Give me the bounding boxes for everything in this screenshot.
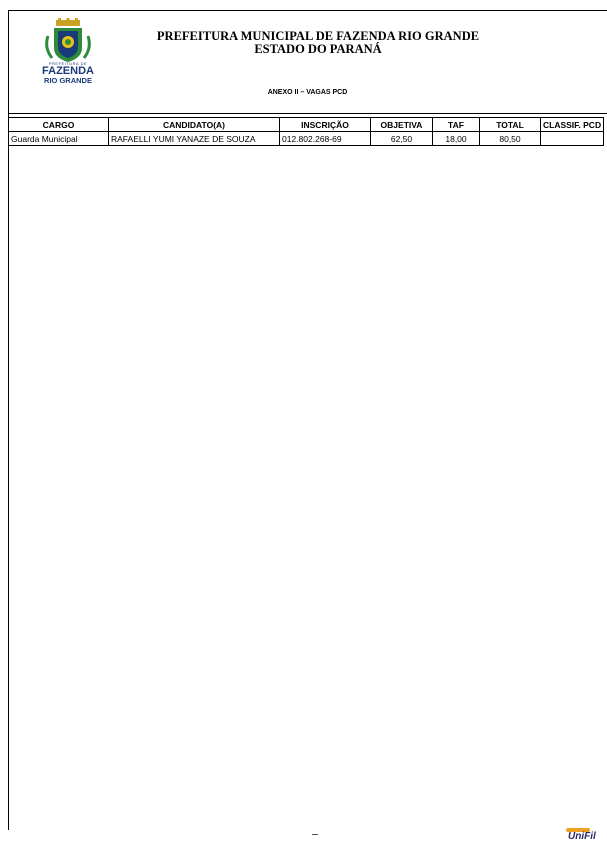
document-title	[118, 30, 518, 56]
annex-title: ANEXO II – VAGAS PCD	[267, 89, 348, 96]
table-row	[9, 132, 604, 146]
cell-candidato: RAFAELLI YUMI YANAZE DE SOUZA	[109, 132, 280, 146]
column-header-total: TOTAL	[480, 118, 541, 132]
cell-objetiva: 62,50	[371, 132, 433, 146]
logo-sub-text: RIO GRANDE	[44, 76, 92, 85]
results-table	[8, 117, 604, 146]
cell-taf: 18,00	[433, 132, 480, 146]
document-header	[8, 10, 607, 114]
cell-total: 80,50	[480, 132, 541, 146]
page-number-mark	[312, 834, 318, 835]
column-header-inscricao: INSCRIÇÃO	[280, 118, 371, 132]
cell-cargo: Guarda Municipal	[9, 132, 109, 146]
logo-main-text: FAZENDA	[42, 65, 94, 77]
municipal-logo-text	[32, 62, 104, 85]
title-line-1: PREFEITURA MUNICIPAL DE FAZENDA RIO GRANDE	[156, 29, 480, 43]
column-header-objetiva: OBJETIVA	[371, 118, 433, 132]
logo-small-text: PREFEITURA DE	[48, 61, 88, 66]
cell-classif-pcd	[541, 132, 604, 146]
column-header-classif-pcd: CLASSIF. PCD	[541, 118, 604, 132]
unifil-logo	[566, 826, 607, 842]
unifil-logo-text: UniFil	[568, 831, 596, 842]
cell-inscricao: 012.802.268-69	[280, 132, 371, 146]
column-header-candidato: CANDIDATO(A)	[109, 118, 280, 132]
column-header-cargo: CARGO	[9, 118, 109, 132]
title-line-2: ESTADO DO PARANÁ	[254, 42, 382, 56]
column-header-taf: TAF	[433, 118, 480, 132]
table-header-row	[9, 118, 604, 132]
